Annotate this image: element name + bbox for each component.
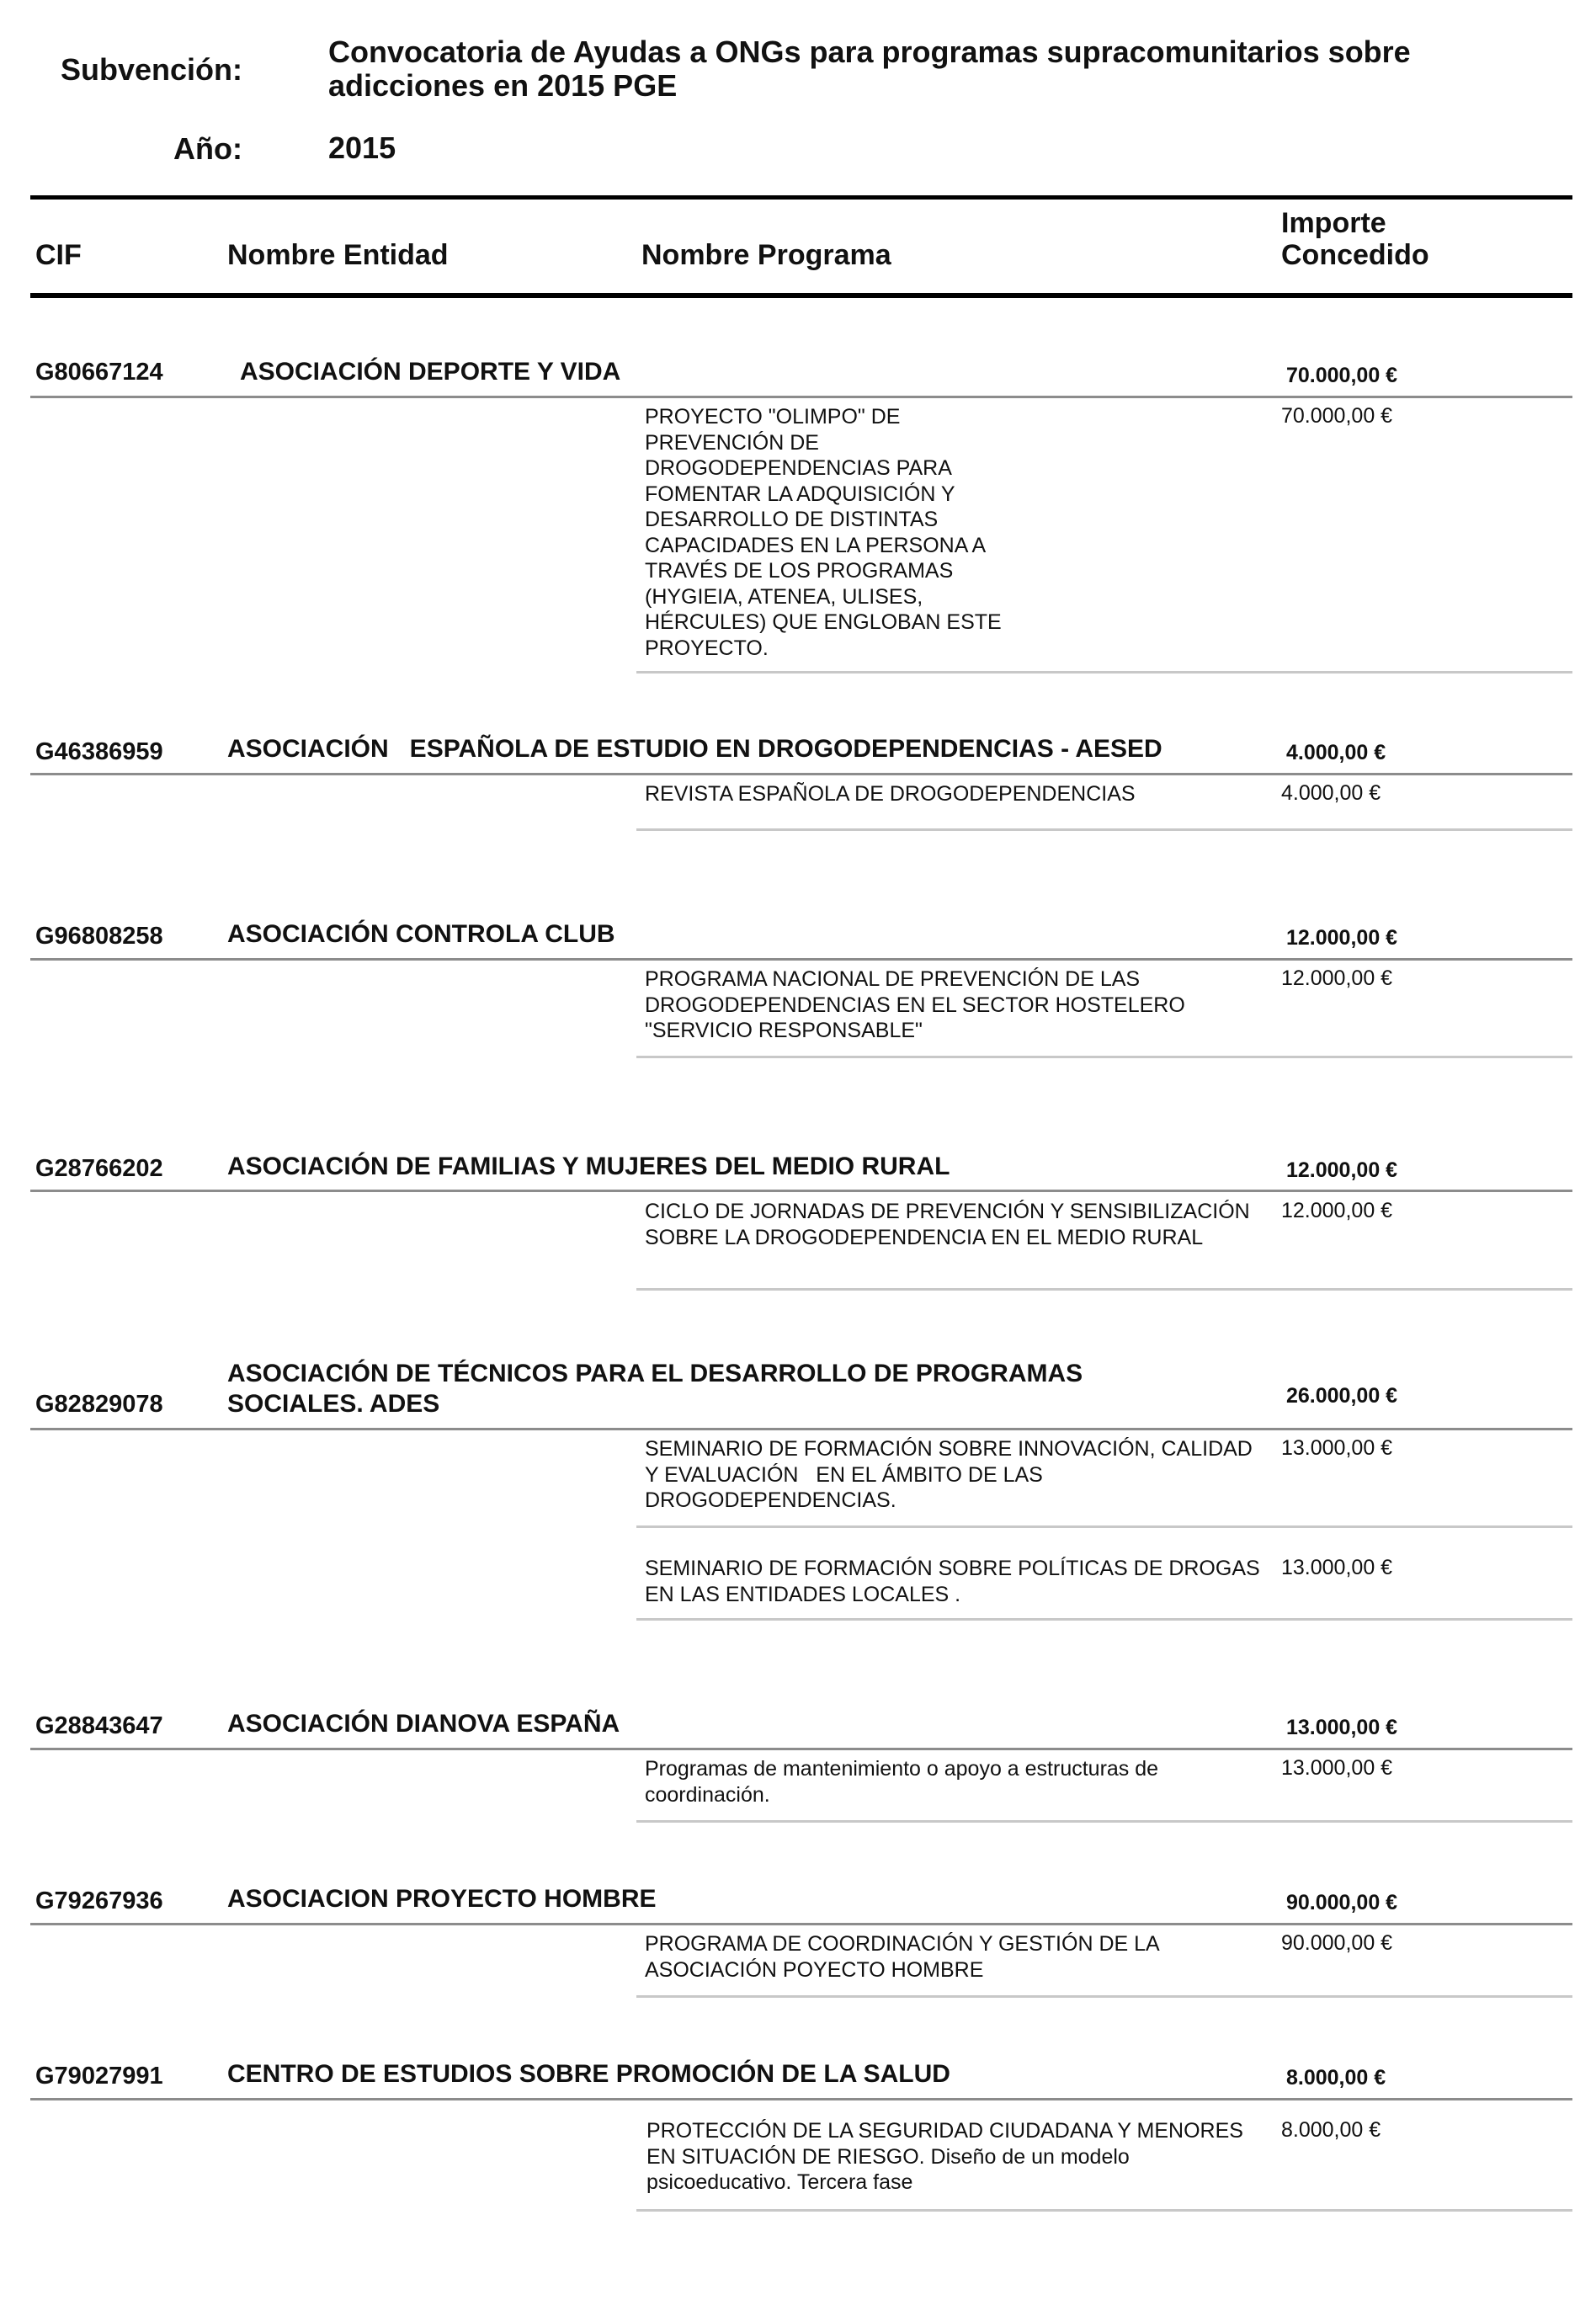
program-amount: 12.000,00 € [1281,1199,1393,1222]
entity-rule [30,1923,1572,1925]
program-name: PROTECCIÓN DE LA SEGURIDAD CIUDADANA Y MENORES EN SITUACIÓN DE RIESGO. Diseño de un modelo psicoeducativo. Tercera fase [646,2119,1249,2194]
entity-name: ASOCIACION PROYECTO HOMBRE [227,1885,657,1913]
program-amount: 90.000,00 € [1281,1931,1393,1955]
program-name: CICLO DE JORNADAS DE PREVENCIÓN Y SENSIBILIZACIÓN SOBRE LA DROGODEPENDENCIA EN EL MEDIO RURAL [645,1200,1268,1249]
entity-total: 13.000,00 € [1286,1716,1398,1739]
entity-name: ASOCIACIÓN DEPORTE Y VIDA [240,358,621,386]
entity-total: 4.000,00 € [1286,741,1386,764]
program-name: REVISTA ESPAÑOLA DE DROGODEPENDENCIAS [645,782,1136,806]
entity-total: 12.000,00 € [1286,926,1398,950]
anio-value: 2015 [328,130,396,165]
entity-cif: G28843647 [35,1712,163,1739]
entity-total: 90.000,00 € [1286,1891,1398,1914]
subvencion-value: Convocatoria de Ayudas a ONGs para programas supracomunitarios sobre adicciones en 2015 PGE [328,35,1411,103]
entity-total: 8.000,00 € [1286,2066,1386,2090]
entity-name: ASOCIACIÓN DE TÉCNICOS PARA EL DESARROLLO DE PROGRAMAS SOCIALES. ADES [227,1360,1090,1418]
entity-total: 26.000,00 € [1286,1384,1398,1408]
program-name: PROYECTO "OLIMPO" DE PREVENCIÓN DE DROGODEPENDENCIAS PARA FOMENTAR LA ADQUISICIÓN Y DESARROLLO DE DISTINTAS CAPACIDADES EN LA PERSONA A TRAVÉS DE LOS PROGRAMAS (HYGIEIA, ATENEA, ULISES, HÉRCULES) QUE ENGLOBAN ESTE PROYECTO. [645,405,1008,660]
column-header-importe-line1: Importe [1281,207,1386,239]
entity-cif: G96808258 [35,923,163,950]
entity-rule [30,2098,1572,2100]
column-header-cif: CIF [35,239,82,271]
column-header-programa: Nombre Programa [641,239,891,271]
program-name: SEMINARIO DE FORMACIÓN SOBRE POLÍTICAS DE DROGAS EN LAS ENTIDADES LOCALES . [645,1557,1266,1606]
entity-name: ASOCIACIÓN CONTROLA CLUB [227,920,615,948]
entity-cif: G82829078 [35,1391,163,1418]
program-name: PROGRAMA DE COORDINACIÓN Y GESTIÓN DE LA ASOCIACIÓN POYECTO HOMBRE [645,1932,1163,1982]
column-header-entidad: Nombre Entidad [227,239,449,271]
program-rule [636,1525,1572,1528]
program-rule [636,1618,1572,1621]
entity-total: 12.000,00 € [1286,1158,1398,1182]
entity-total: 70.000,00 € [1286,364,1398,387]
entity-rule [30,1428,1572,1430]
entity-rule [30,396,1572,398]
program-rule [636,1820,1572,1823]
anio-label: Año: [173,131,242,166]
entity-rule [30,773,1572,775]
program-rule [636,1995,1572,1998]
program-amount: 13.000,00 € [1281,1756,1393,1780]
program-amount: 12.000,00 € [1281,966,1393,990]
program-amount: 8.000,00 € [1281,2118,1381,2142]
program-rule [636,1056,1572,1058]
entity-name: ASOCIACIÓN DE FAMILIAS Y MUJERES DEL MEDIO RURAL [227,1153,950,1180]
entity-rule [30,1190,1572,1192]
program-amount: 13.000,00 € [1281,1436,1393,1460]
program-name: SEMINARIO DE FORMACIÓN SOBRE INNOVACIÓN, CALIDAD Y EVALUACIÓN EN EL ÁMBITO DE LAS DROGODEPENDENCIAS. [645,1437,1258,1512]
entity-cif: G46386959 [35,738,163,765]
entity-cif: G28766202 [35,1155,163,1182]
program-name: Programas de mantenimiento o apoyo a estructuras de coordinación. [645,1757,1165,1807]
program-rule [636,828,1572,831]
entity-name: ASOCIACIÓN DIANOVA ESPAÑA [227,1710,620,1738]
program-amount: 70.000,00 € [1281,404,1393,428]
program-name: PROGRAMA NACIONAL DE PREVENCIÓN DE LAS DROGODEPENDENCIAS EN EL SECTOR HOSTELERO "SERVICIO RESPONSABLE" [645,967,1191,1042]
entity-rule [30,1748,1572,1750]
program-rule [636,1288,1572,1291]
entity-name: ASOCIACIÓN ESPAÑOLA DE ESTUDIO EN DROGODEPENDENCIAS - AESED [227,735,1162,763]
entity-cif: G79027991 [35,2063,163,2090]
program-rule [636,2209,1572,2212]
entity-name: CENTRO DE ESTUDIOS SOBRE PROMOCIÓN DE LA SALUD [227,2060,950,2088]
entity-cif: G79267936 [35,1887,163,1914]
column-header-importe-line2: Concedido [1281,239,1429,271]
entity-cif: G80667124 [35,359,163,386]
program-amount: 4.000,00 € [1281,781,1381,805]
subvencion-label: Subvención: [61,52,243,87]
program-amount: 13.000,00 € [1281,1556,1393,1579]
entity-rule [30,958,1572,961]
program-rule [636,671,1572,674]
